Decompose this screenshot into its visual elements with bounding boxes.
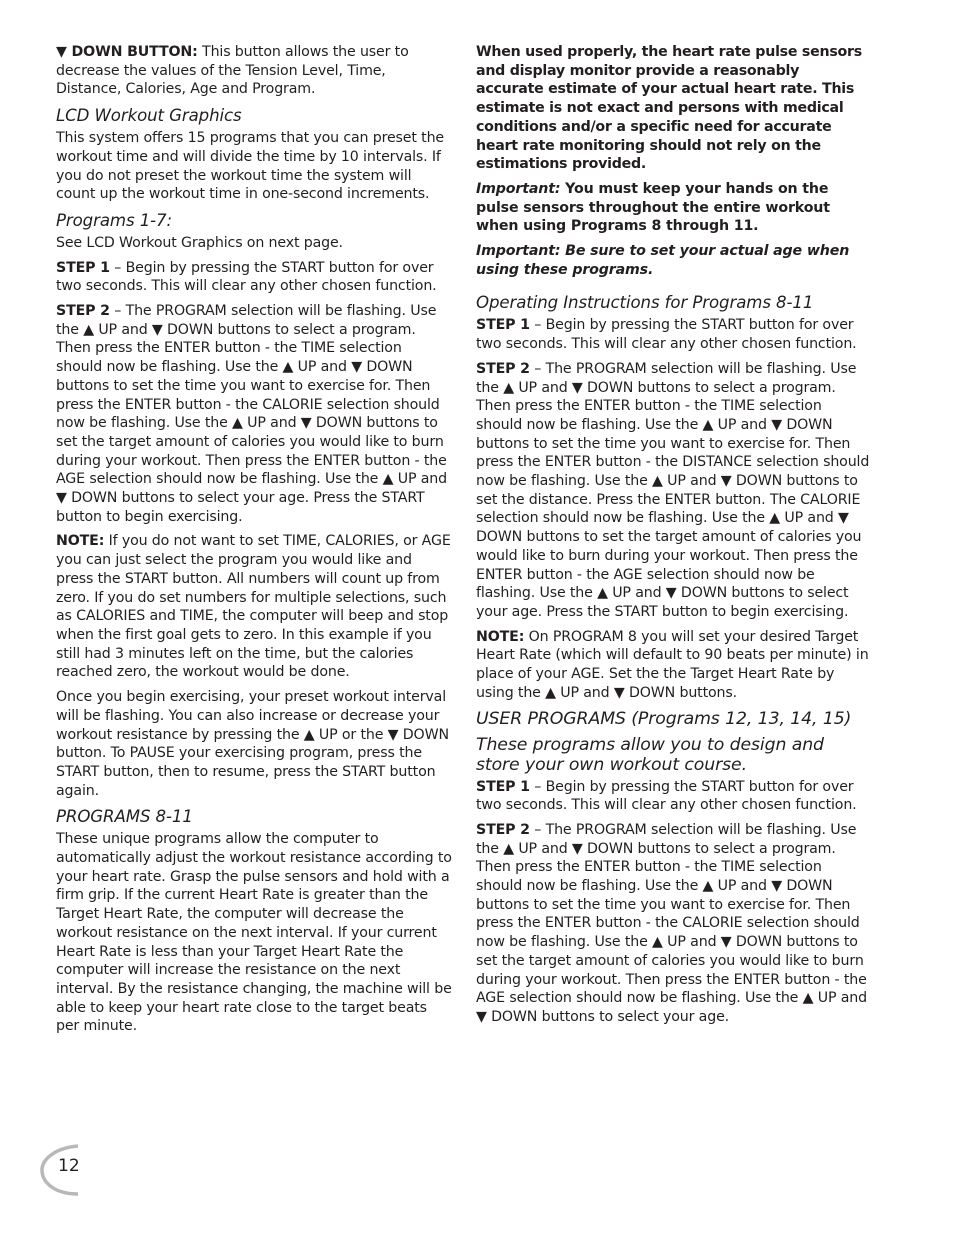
right-step-2 <box>476 360 871 622</box>
right-note <box>476 628 871 703</box>
programs-8-11-text: These unique programs allow the computer to automatically adjust the workout resistance according to your heart rate. Grasp the pulse sensors and hold with a firm grip. If the current Heart Rate is greater than the Target Heart Rate, the computer will decrease the workout resistance on the next interval. If your current Heart Rate is less than your Target Heart Rate the computer will increase the resistance on the next interval. By the resistance changing, the machine will be able to keep your heart rate close to the target beats per minute. <box>56 831 452 1035</box>
heart-rate-warning-text: When used properly, the heart rate pulse sensors and display monitor provide a reasonably accurate estimate of your actual heart rate. This estimate is not exact and persons with medical conditions and/or a specific need for accurate heart rate monitoring should not rely on the estimations provided. <box>476 44 862 173</box>
right-step-1-text: – Begin by pressing the START button for over two seconds. This will clear any other chosen function. <box>476 317 857 353</box>
right-step-2-text: – The PROGRAM selection will be flashing. Use the ▲ UP and ▼ DOWN buttons to select a program. Then press the ENTER button - the TIME selection should now be flashing. Use the ▲ UP and ▼ DOWN buttons to set the time you want to exercise for. Then press the ENTER button - the DISTANCE selection should now be flashing. Use the ▲ UP and ▼ DOWN buttons to set the distance. Press the ENTER button. The CALORIE selection should now be flashing. Use the ▲ UP and ▼ DOWN buttons to set the target amount of calories you would like to burn during your workout. Then press the ENTER button - the AGE selection should now be flashing. Use the ▲ UP and ▼ DOWN buttons to select your age. Press the START button to begin exercising. <box>476 360 870 620</box>
important-1-label: Important: <box>476 180 561 197</box>
down-button-text: This button allows the user to decrease the values of the Tension Level, Time, Distance, Calories, Age and Program. <box>56 44 409 98</box>
once-exercising-text: Once you begin exercising, your preset workout interval will be flashing. You can also increase or decrease your workout resistance by pressing the ▲ UP or the ▼ DOWN button. To PAUSE your exercising program, press the START button, then to resume, press the START button again. <box>56 689 449 799</box>
down-button-label: ▼ DOWN BUTTON: <box>56 44 198 60</box>
left-step-2-label: STEP 2 <box>56 303 110 320</box>
programs-1-7-text: See LCD Workout Graphics on next page. <box>56 234 343 251</box>
left-step-1-text: – Begin by pressing the START button for over two seconds. This will clear any other chosen function. <box>56 259 437 295</box>
right-step-2-label: STEP 2 <box>476 360 530 377</box>
left-step-2-text: – The PROGRAM selection will be flashing. Use the ▲ UP and ▼ DOWN buttons to select a program. Then press the ENTER button - the TIME selection should now be flashing. Use the ▲ UP and ▼ DOWN buttons to set the time you want to exercise for. Then press the ENTER button - the CALORIE selection should now be flashing. Use the ▲ UP and ▼ DOWN buttons to set the target amount of calories you would like to burn during your workout. Then press the ENTER button - the AGE selection should now be flashing. Use the ▲ UP and ▼ DOWN buttons to select your age. Press the START button to begin exercising. <box>56 303 447 525</box>
right-step-1 <box>476 316 871 353</box>
right-note-label: NOTE: <box>476 628 525 645</box>
right-step-1-label: STEP 1 <box>476 317 530 334</box>
left-note-text: If you do not want to set TIME, CALORIES, or AGE you can just select the program you would like and press the START button. All numbers will count up from zero. If you do set numbers for multiple selections, such as CALORIES and TIME, the computer will beep and stop when the first goal gets to zero. In this example if you still had 3 minutes left on the time, but the calories reached zero, the workout would be done. <box>56 533 451 681</box>
down-button-paragraph <box>56 43 452 99</box>
important-note-2: Important: Be sure to set your actual age when using these programs. <box>476 243 850 278</box>
page-number: 12 <box>58 1156 80 1176</box>
user-step-1-label: STEP 1 <box>476 778 530 795</box>
user-step-1 <box>476 778 871 815</box>
user-programs-heading: USER PROGRAMS (Programs 12, 13, 14, 15) <box>476 708 852 729</box>
programs-8-11-heading: PROGRAMS 8-11 <box>56 807 193 827</box>
right-column <box>476 43 871 1033</box>
user-step-2-text: – The PROGRAM selection will be flashing. Use the ▲ UP and ▼ DOWN buttons to select a program. Then press the ENTER button - the TIME selection should now be flashing. Use the ▲ UP and ▼ DOWN buttons to set the time you want to exercise for. Then press the ENTER button - the CALORIE selection should now be flashing. Use the ▲ UP and ▼ DOWN buttons to set the target amount of calories you would like to burn during your workout. Then press the ENTER button - the AGE selection should now be flashing. Use the ▲ UP and ▼ DOWN buttons to select your age. <box>476 821 867 1025</box>
operating-instructions-heading: Operating Instructions for Programs 8-11 <box>476 293 814 313</box>
user-programs-subheading: These programs allow you to design and store your own workout course. <box>476 734 824 775</box>
left-note-label: NOTE: <box>56 533 105 550</box>
lcd-workout-graphics-heading: LCD Workout Graphics <box>56 106 242 126</box>
important-note-1 <box>476 180 871 236</box>
left-step-1 <box>56 259 452 296</box>
user-step-1-text: – Begin by pressing the START button for over two seconds. This will clear any other chosen function. <box>476 778 857 814</box>
user-step-2 <box>476 821 871 1027</box>
lcd-workout-graphics-text: This system offers 15 programs that you can preset the workout time and will divide the time by 10 intervals. If you do not preset the workout time the system will count up the workout time in one-second increments. <box>56 130 444 203</box>
right-note-text: On PROGRAM 8 you will set your desired Target Heart Rate (which will default to 90 beats per minute) in place of your AGE. Set the the Target Heart Rate by using the ▲ UP and ▼ DOWN buttons. <box>476 628 869 701</box>
important-1-text: You must keep your hands on the pulse sensors throughout the entire workout when using Programs 8 through 11. <box>476 180 830 235</box>
heart-rate-warning <box>476 43 871 174</box>
left-step-1-label: STEP 1 <box>56 259 110 276</box>
left-note <box>56 532 452 682</box>
programs-1-7-heading: Programs 1-7: <box>56 210 172 230</box>
left-step-2 <box>56 302 452 526</box>
left-column <box>56 43 452 1042</box>
user-step-2-label: STEP 2 <box>476 821 530 838</box>
